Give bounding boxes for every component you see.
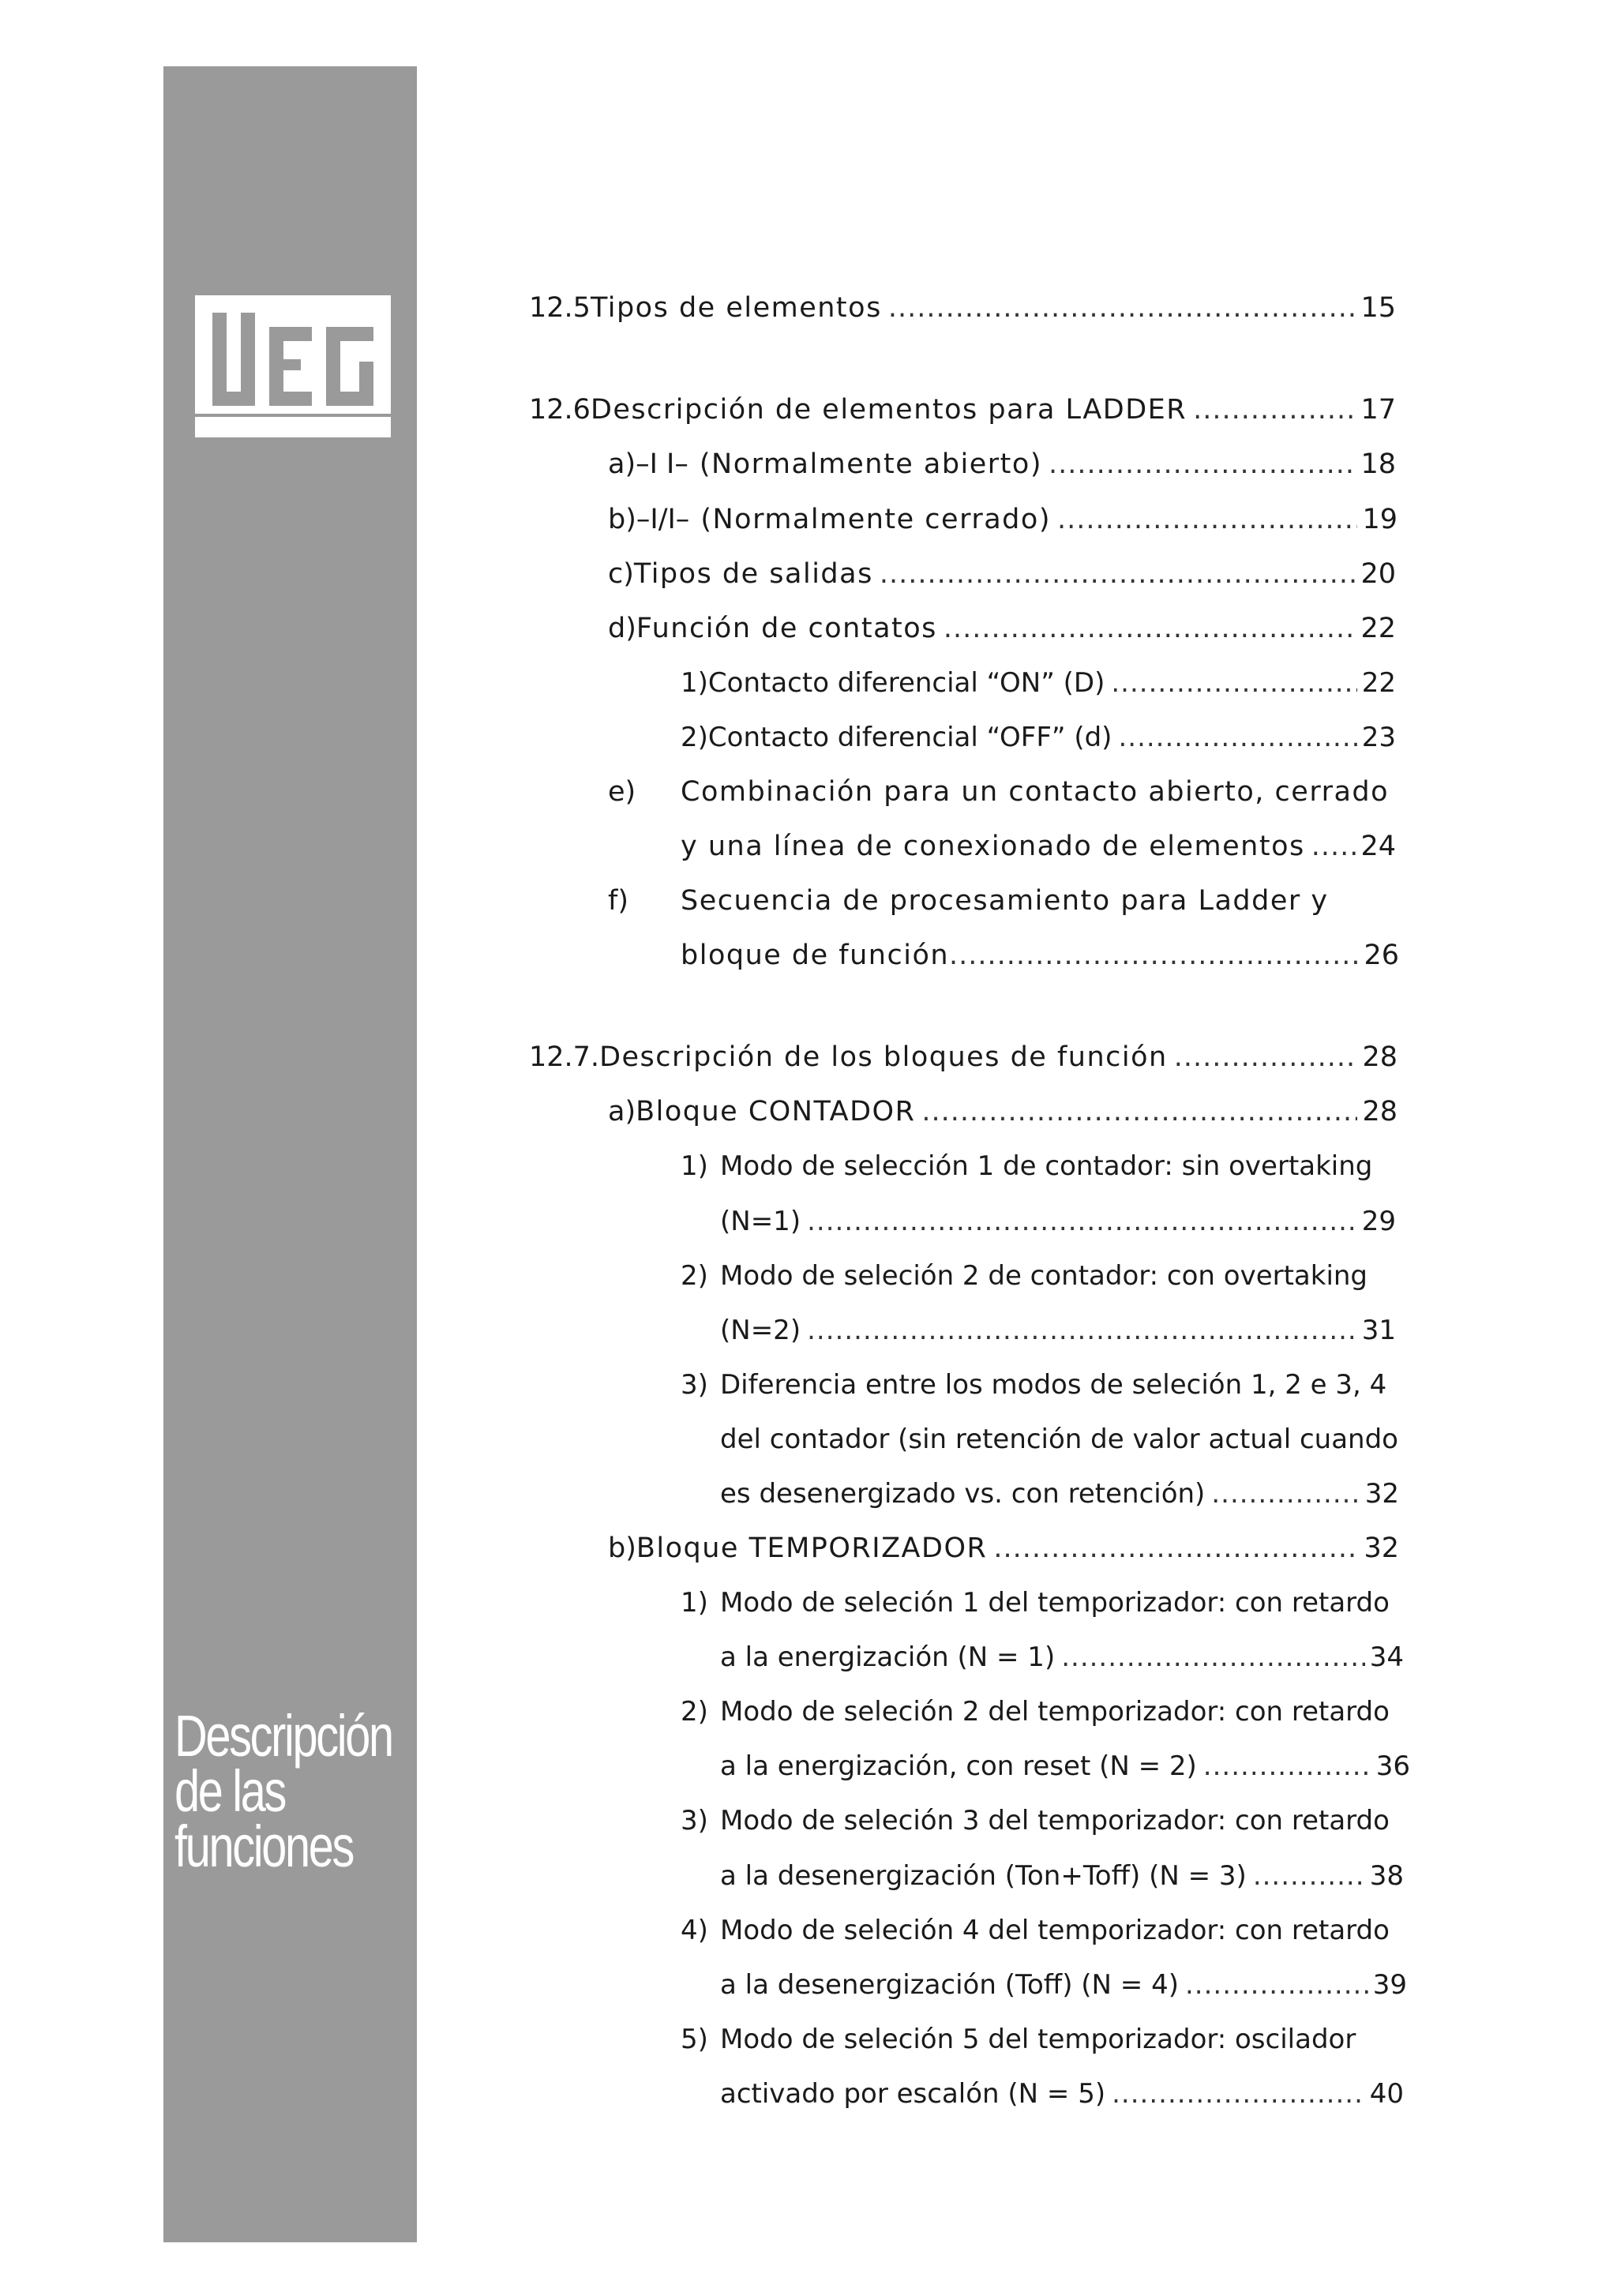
toc-entry-12-7-a-3-cont2[interactable] (720, 1476, 1399, 1511)
toc-title-line: a la desenergización (Toff) (N = 4) (720, 1969, 1179, 2001)
contact-open-symbol: –I I– (636, 448, 688, 480)
toc-page: 15 (1360, 292, 1396, 324)
toc-title-line: a la desenergización (Ton+Toff) (N = 3) (720, 1860, 1247, 1892)
toc-entry-12-6-a[interactable] (608, 447, 1396, 482)
toc-entry-12-7-a-2[interactable] (681, 1259, 1396, 1293)
toc-entry-12-6-f[interactable] (608, 884, 1396, 918)
dot-leader (1057, 502, 1357, 537)
toc-entry-12-7-b-2-cont[interactable] (720, 1749, 1410, 1784)
toc-title-line: (N=2) (720, 1315, 801, 1346)
dot-leader (921, 1094, 1357, 1129)
toc-entry-12-7-a-3-cont[interactable] (720, 1422, 1396, 1457)
toc-title: Función de contatos (636, 613, 937, 644)
toc-number: 2) (681, 1696, 708, 1728)
toc-number: 12.7. (529, 1041, 600, 1073)
dot-leader (807, 1204, 1357, 1239)
toc-number: 4) (681, 1915, 708, 1946)
toc-number: a) (608, 448, 636, 480)
toc-page: 36 (1375, 1750, 1410, 1782)
toc-number: 2) (681, 1260, 708, 1292)
dot-leader (1193, 392, 1356, 427)
toc-page: 34 (1369, 1641, 1404, 1673)
section-title-line: de las (174, 1758, 285, 1824)
toc-entry-12-6-e-cont[interactable] (681, 829, 1396, 864)
contact-closed-symbol: –I/I– (636, 504, 690, 535)
toc-number: c) (608, 558, 634, 590)
toc-page: 31 (1361, 1315, 1396, 1346)
toc-title: Bloque CONTADOR (636, 1096, 916, 1127)
toc-entry-12-7-b-3-cont[interactable] (720, 1859, 1404, 1893)
toc-title-line: Diferencia entre los modos de seleción 1, 2 e 3, 4 (720, 1369, 1387, 1401)
toc-entry-12-7-b-2[interactable] (681, 1694, 1399, 1729)
toc-number: b) (608, 504, 636, 535)
toc-number: 12.5 (529, 292, 591, 324)
toc-entry-12-6-d[interactable] (608, 611, 1396, 646)
toc-number: 1) (681, 667, 708, 699)
section-title-line: Descripción (174, 1703, 392, 1769)
toc-page: 23 (1361, 722, 1396, 753)
toc-entry-12-6-e[interactable] (608, 775, 1396, 809)
toc-page: 32 (1364, 1533, 1399, 1564)
toc-title-line: Modo de seleción 5 del temporizador: oscilador (720, 2024, 1356, 2055)
toc-title: Descripción de los bloques de función (599, 1041, 1168, 1073)
toc-title: Descripción de elementos para LADDER (590, 394, 1187, 426)
dot-leader (1111, 666, 1356, 700)
section-title-line: funciones (174, 1814, 354, 1879)
toc-page: 26 (1364, 940, 1399, 971)
toc-number: 2) (681, 722, 708, 753)
toc-title-line: Modo de seleción 2 del temporizador: con retardo (720, 1696, 1390, 1728)
toc-title-line: Modo de seleción 3 del temporizador: con retardo (720, 1805, 1390, 1836)
dot-leader (1311, 829, 1356, 864)
toc-page: 18 (1360, 448, 1396, 480)
toc-entry-12-6-d-1[interactable] (681, 666, 1396, 700)
toc-title-line: y una línea de conexionado de elementos (681, 831, 1305, 862)
toc-title-line: Modo de seleción 1 del temporizador: con retardo (720, 1587, 1390, 1619)
toc-title-line: bloque de función (681, 940, 950, 971)
toc-number: 12.6 (529, 394, 591, 426)
toc-title: Contacto diferencial “ON” (D) (707, 667, 1105, 699)
dot-leader (1118, 720, 1356, 755)
toc-entry-12-7-a-1-cont[interactable] (720, 1204, 1396, 1239)
toc-page: 19 (1362, 504, 1398, 535)
toc-page: 39 (1372, 1969, 1407, 2001)
toc-number: 1) (681, 1150, 708, 1182)
toc-entry-12-7-b-4-cont[interactable] (720, 1968, 1407, 2002)
dot-leader (1211, 1476, 1360, 1511)
toc-title-line: del contador (sin retención de valor actual cuando (720, 1424, 1398, 1455)
toc-entry-12-5[interactable] (529, 291, 1396, 325)
toc-number: 1) (681, 1587, 708, 1619)
toc-title: (Normalmente abierto) (699, 448, 1042, 480)
dot-leader (1049, 447, 1356, 482)
toc-page: 22 (1361, 667, 1396, 699)
toc-entry-12-7-a-3[interactable] (681, 1367, 1396, 1402)
toc-title-line: a la energización (N = 1) (720, 1641, 1056, 1673)
toc-title: Bloque TEMPORIZADOR (636, 1533, 988, 1564)
dot-leader (1112, 2077, 1365, 2111)
toc-entry-12-7-b-1-cont[interactable] (720, 1640, 1404, 1675)
toc-page: 28 (1362, 1041, 1398, 1073)
toc-page: 17 (1360, 394, 1396, 426)
dot-leader (1203, 1749, 1371, 1784)
toc-page: 40 (1369, 2078, 1404, 2110)
toc-entry-12-7-a-2-cont[interactable] (720, 1313, 1396, 1348)
toc-entry-12-7-b-5-cont[interactable] (720, 2077, 1404, 2111)
dot-leader (880, 557, 1356, 591)
dot-leader (1061, 1640, 1365, 1675)
toc-number: 3) (681, 1805, 708, 1836)
toc-number: d) (608, 613, 636, 644)
toc-title-line: (N=1) (720, 1206, 801, 1237)
toc-entry-12-6-d-2[interactable] (681, 720, 1396, 755)
toc-number: a) (608, 1096, 636, 1127)
toc-page: 32 (1364, 1478, 1399, 1510)
toc-entry-12-7-b-3[interactable] (681, 1803, 1399, 1838)
toc-title-line: Modo de seleción 2 de contador: con overtaking (720, 1260, 1368, 1292)
toc-number: 5) (681, 2024, 708, 2055)
toc-title: Contacto diferencial “OFF” (d) (707, 722, 1112, 753)
dot-leader (1185, 1968, 1368, 2002)
toc-entry-12-6-f-cont[interactable] (681, 938, 1399, 973)
toc-number: 3) (681, 1369, 708, 1401)
toc-entry-12-7-b-4[interactable] (681, 1913, 1399, 1948)
toc-page: 20 (1360, 558, 1396, 590)
dot-leader (888, 291, 1356, 325)
dot-leader (944, 611, 1356, 646)
toc-title-line: activado por escalón (N = 5) (720, 2078, 1106, 2110)
toc-entry-12-7-a[interactable] (608, 1094, 1398, 1129)
toc-title-line: es desenergizado vs. con retención) (720, 1478, 1206, 1510)
toc-page: 22 (1360, 613, 1396, 644)
dot-leader (1174, 1040, 1358, 1075)
toc-entry-12-6[interactable] (529, 392, 1396, 427)
toc-entry-12-6-c[interactable] (608, 557, 1396, 591)
toc-title-line: Modo de selección 1 de contador: sin overtaking (720, 1150, 1373, 1182)
toc-number: e) (608, 776, 636, 808)
toc-entry-12-7-a-1[interactable] (681, 1149, 1396, 1184)
toc-page: 24 (1360, 831, 1396, 862)
dot-leader (1253, 1859, 1365, 1893)
dot-leader (807, 1313, 1357, 1348)
toc-page: 29 (1361, 1206, 1396, 1237)
toc-page: 28 (1362, 1096, 1398, 1127)
toc-entry-12-7-b-5[interactable] (681, 2022, 1399, 2057)
toc-title-line: Modo de seleción 4 del temporizador: con retardo (720, 1915, 1390, 1946)
toc-title-line: Combinación para un contacto abierto, cerrado (681, 776, 1390, 808)
toc-number: f) (608, 885, 628, 917)
toc-entry-12-7-b-1[interactable] (681, 1585, 1399, 1620)
toc-number: b) (608, 1533, 636, 1564)
toc-entry-12-6-b[interactable] (608, 502, 1398, 537)
dot-leader (949, 938, 1359, 973)
toc-title: Tipos de elementos (590, 292, 882, 324)
toc-entry-12-7-b[interactable] (608, 1531, 1399, 1566)
toc-entry-12-7[interactable] (529, 1040, 1398, 1075)
toc-page: 38 (1369, 1860, 1404, 1892)
dot-leader (993, 1531, 1359, 1566)
toc-title: Tipos de salidas (633, 558, 873, 590)
toc-title-line: a la energización, con reset (N = 2) (720, 1750, 1197, 1782)
toc-title: (Normalmente cerrado) (700, 504, 1051, 535)
toc-title-line: Secuencia de procesamiento para Ladder y (681, 885, 1329, 917)
